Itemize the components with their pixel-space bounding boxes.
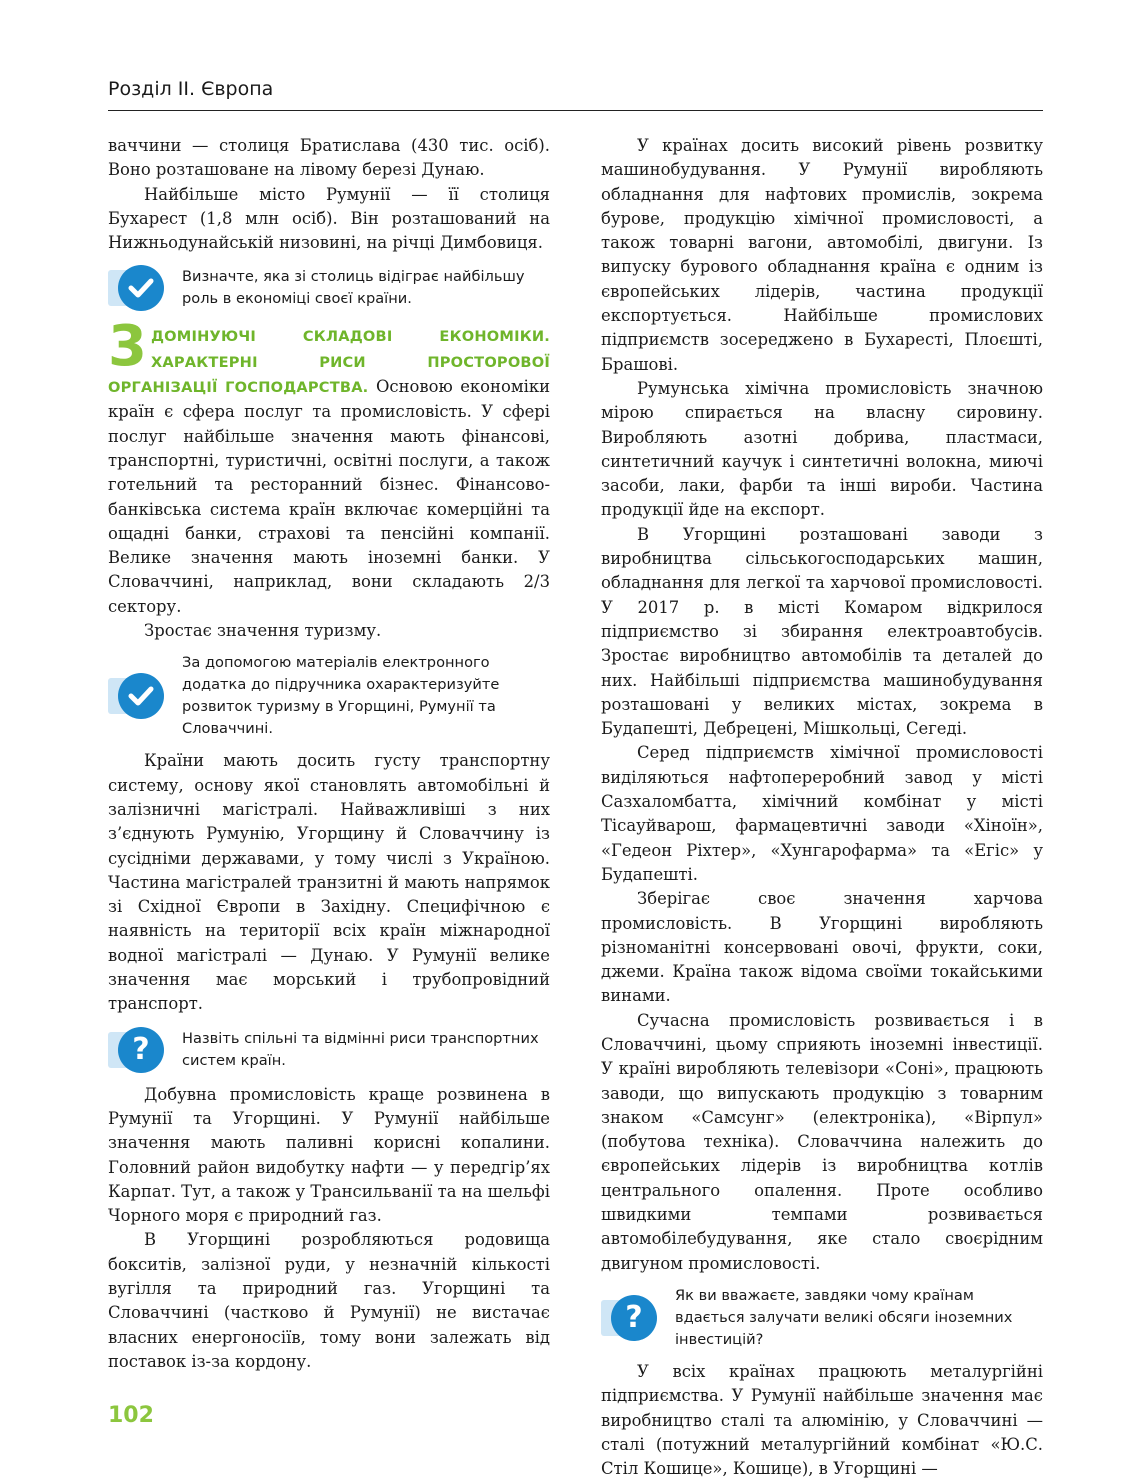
paragraph: В Угорщині розробляються родовища бокситів, залізної руди, у незначній кількості вугілля та природний газ. Угорщині та Словаччині (частково й Румунії) не вистачає власних енергоносіїв, тому вони залежать від поставок із-за кордону. xyxy=(108,1230,550,1371)
task-box xyxy=(601,1285,1043,1351)
paragraph: Добувна промисловість краще розвинена в Румунії та Угорщині. У Румунії найбільше значення мають паливні корисні копалини. Головний район видобутку нафти — у передгір’ях Карпат. Тут, а також у Трансильванії та на шельфі Чорного моря є природний газ. xyxy=(108,1084,550,1226)
question-icon: ? xyxy=(108,1026,174,1074)
paragraph: Найбільше місто Румунії — її столиця Бухарест (1,8 млн осіб). Він розташований на Нижньодунайській низовині, на річці Димбовиця. xyxy=(108,184,550,253)
check-icon xyxy=(108,264,174,312)
section-3 xyxy=(108,314,550,619)
paragraph: ваччини — столиця Братислава (430 тис. осіб). Воно розташоване на лівому березі Дунаю. xyxy=(108,136,550,180)
task-text: Як ви вважаєте, завдяки чому країнам вдається залучати великі обсяги іноземних інвестицій? xyxy=(675,1286,1013,1348)
task-box xyxy=(108,264,550,312)
page-number: 102 xyxy=(108,1403,154,1428)
section-text: Основою економіки країн є сфера послуг та промисловість. У сфері послуг найбільше значення мають фінансові, транспортні, туристичні, освітні послуги, а також готельний та ресторанний бізнес. Фінансово-банківська система країн включає комерційні та ощадні банки, страхові та пенсійні компанії. Велике значення мають іноземні банки. У Словаччині, наприклад, вони складають 2/3 сектору. xyxy=(108,377,550,616)
paragraph: Зростає значення туризму. xyxy=(144,621,382,641)
task-text: Визначте, яка зі столиць відіграє найбільшу роль в економіці своєї країни. xyxy=(182,268,525,308)
paragraph: Сучасна промисловість розвивається і в Словаччині, цьому сприяють іноземні інвестиції. У країні виробляють телевізори «Соні», працюють заводи, що випускають продукцію з товарним знаком «Самсунг» (електроніка), «Вірпул» (побутова техніка). Словаччина належить до європейських лідерів із виробництва котлів центрального опалення. Проте особливо швидкими темпами розвивається автомобілебудування, яке стало своєрідним двигуном промисловості. xyxy=(601,1010,1043,1273)
task-box xyxy=(108,1026,550,1074)
question-icon: ? xyxy=(601,1294,667,1342)
paragraph: Румунська хімічна промисловість значною мірою спирається на власну сировину. Виробляють азотні добрива, пластмаси, синтетичний каучук і синтетичні волокна, миючі засоби, лаки, фарби та інші вироби. Частина продукції йде на експорт. xyxy=(601,378,1043,520)
task-box xyxy=(108,652,550,740)
section-paragraph xyxy=(108,314,550,619)
check-icon xyxy=(108,672,174,720)
paragraph: У країнах досить високий рівень розвитку машинобудування. У Румунії виробляють обладнання для нафтових промислів, зокрема бурове, продукцію хімічної промисловості, а також товарні вагони, автомобілі, двигуни. Із випуску бурового обладнання країна є одним із європейських лідерів, частина продукції експортується. Найбільше промислових підприємств зосереджено в Бухаресті, Плоєшті, Брашові. xyxy=(601,136,1043,374)
left-column xyxy=(108,134,550,1374)
right-column xyxy=(601,134,1043,1481)
task-text: Назвіть спільні та відмінні риси транспортних систем країн. xyxy=(182,1029,539,1069)
section-title: ДОМІНУЮЧІ СКЛАДОВІ ЕКОНОМІКИ. ХАРАКТЕРНІ РИСИ ПРОСТОРОВОЇ ОРГАНІЗАЦІЇ ГОСПОДАРСТВА. xyxy=(108,328,550,397)
paragraph: В Угорщині розташовані заводи з виробництва сільськогосподарських машин, обладнання для легкої та харчової промисловості. У 2017 р. в місті Комаром відкрилося підприємство зі збирання електроавтобусів. Зростає виробництво автомобілів та деталей до них. Найбільші підприємства машинобудування розташовані у великих містах, зокрема в Будапешті, Дебрецені, Мішкольці, Сегеді. xyxy=(601,524,1043,739)
section-number: 3 xyxy=(108,314,147,380)
task-text: За допомогою матеріалів електронного додатка до підручника охарактеризуйте розвиток туризму в Угорщині, Румунії та Словаччині. xyxy=(182,654,500,738)
running-title: Розділ II. Європа xyxy=(108,78,274,100)
paragraph: Країни мають досить густу транспортну систему, основу якої становлять автомобільні й залізничні магістралі. Найважливіші з них з’єднують Румунію, Угорщину й Словаччину із сусідніми державами, у тому числі з Україною. Частина магістралей транзитні й мають напрямок зі Східної Європи в Західну. Специфічною є наявність на території всіх країн міжнародної водної магістралі — Дунаю. У Румунії велике значення має морський і трубопровідний транспорт. xyxy=(108,751,550,1014)
header-rule xyxy=(108,110,1043,111)
paragraph: У всіх країнах працюють металургійні підприємства. У Румунії найбільше значення має виробництво сталі та алюмінію, у Словаччині — сталі (потужний металургійний комбінат «Ю.С. Стіл Кошице», Кошице), в Угорщині — xyxy=(601,1361,1043,1479)
paragraph: Зберігає своє значення харчова промисловість. В Угорщині виробляють різноманітні консервовані овочі, фрукти, соки, джеми. Країна також відома своїми токайськими винами. xyxy=(601,889,1043,1006)
paragraph: Серед підприємств хімічної промисловості виділяються нафтопереробний завод у місті Сазхаломбатта, хімічний комбінат у місті Тісауйварош, фармацевтичні заводи «Хіноїн», «Гедеон Ріхтер», «Хунгарофарма» та «Егіс» у Будапешті. xyxy=(601,743,1043,884)
